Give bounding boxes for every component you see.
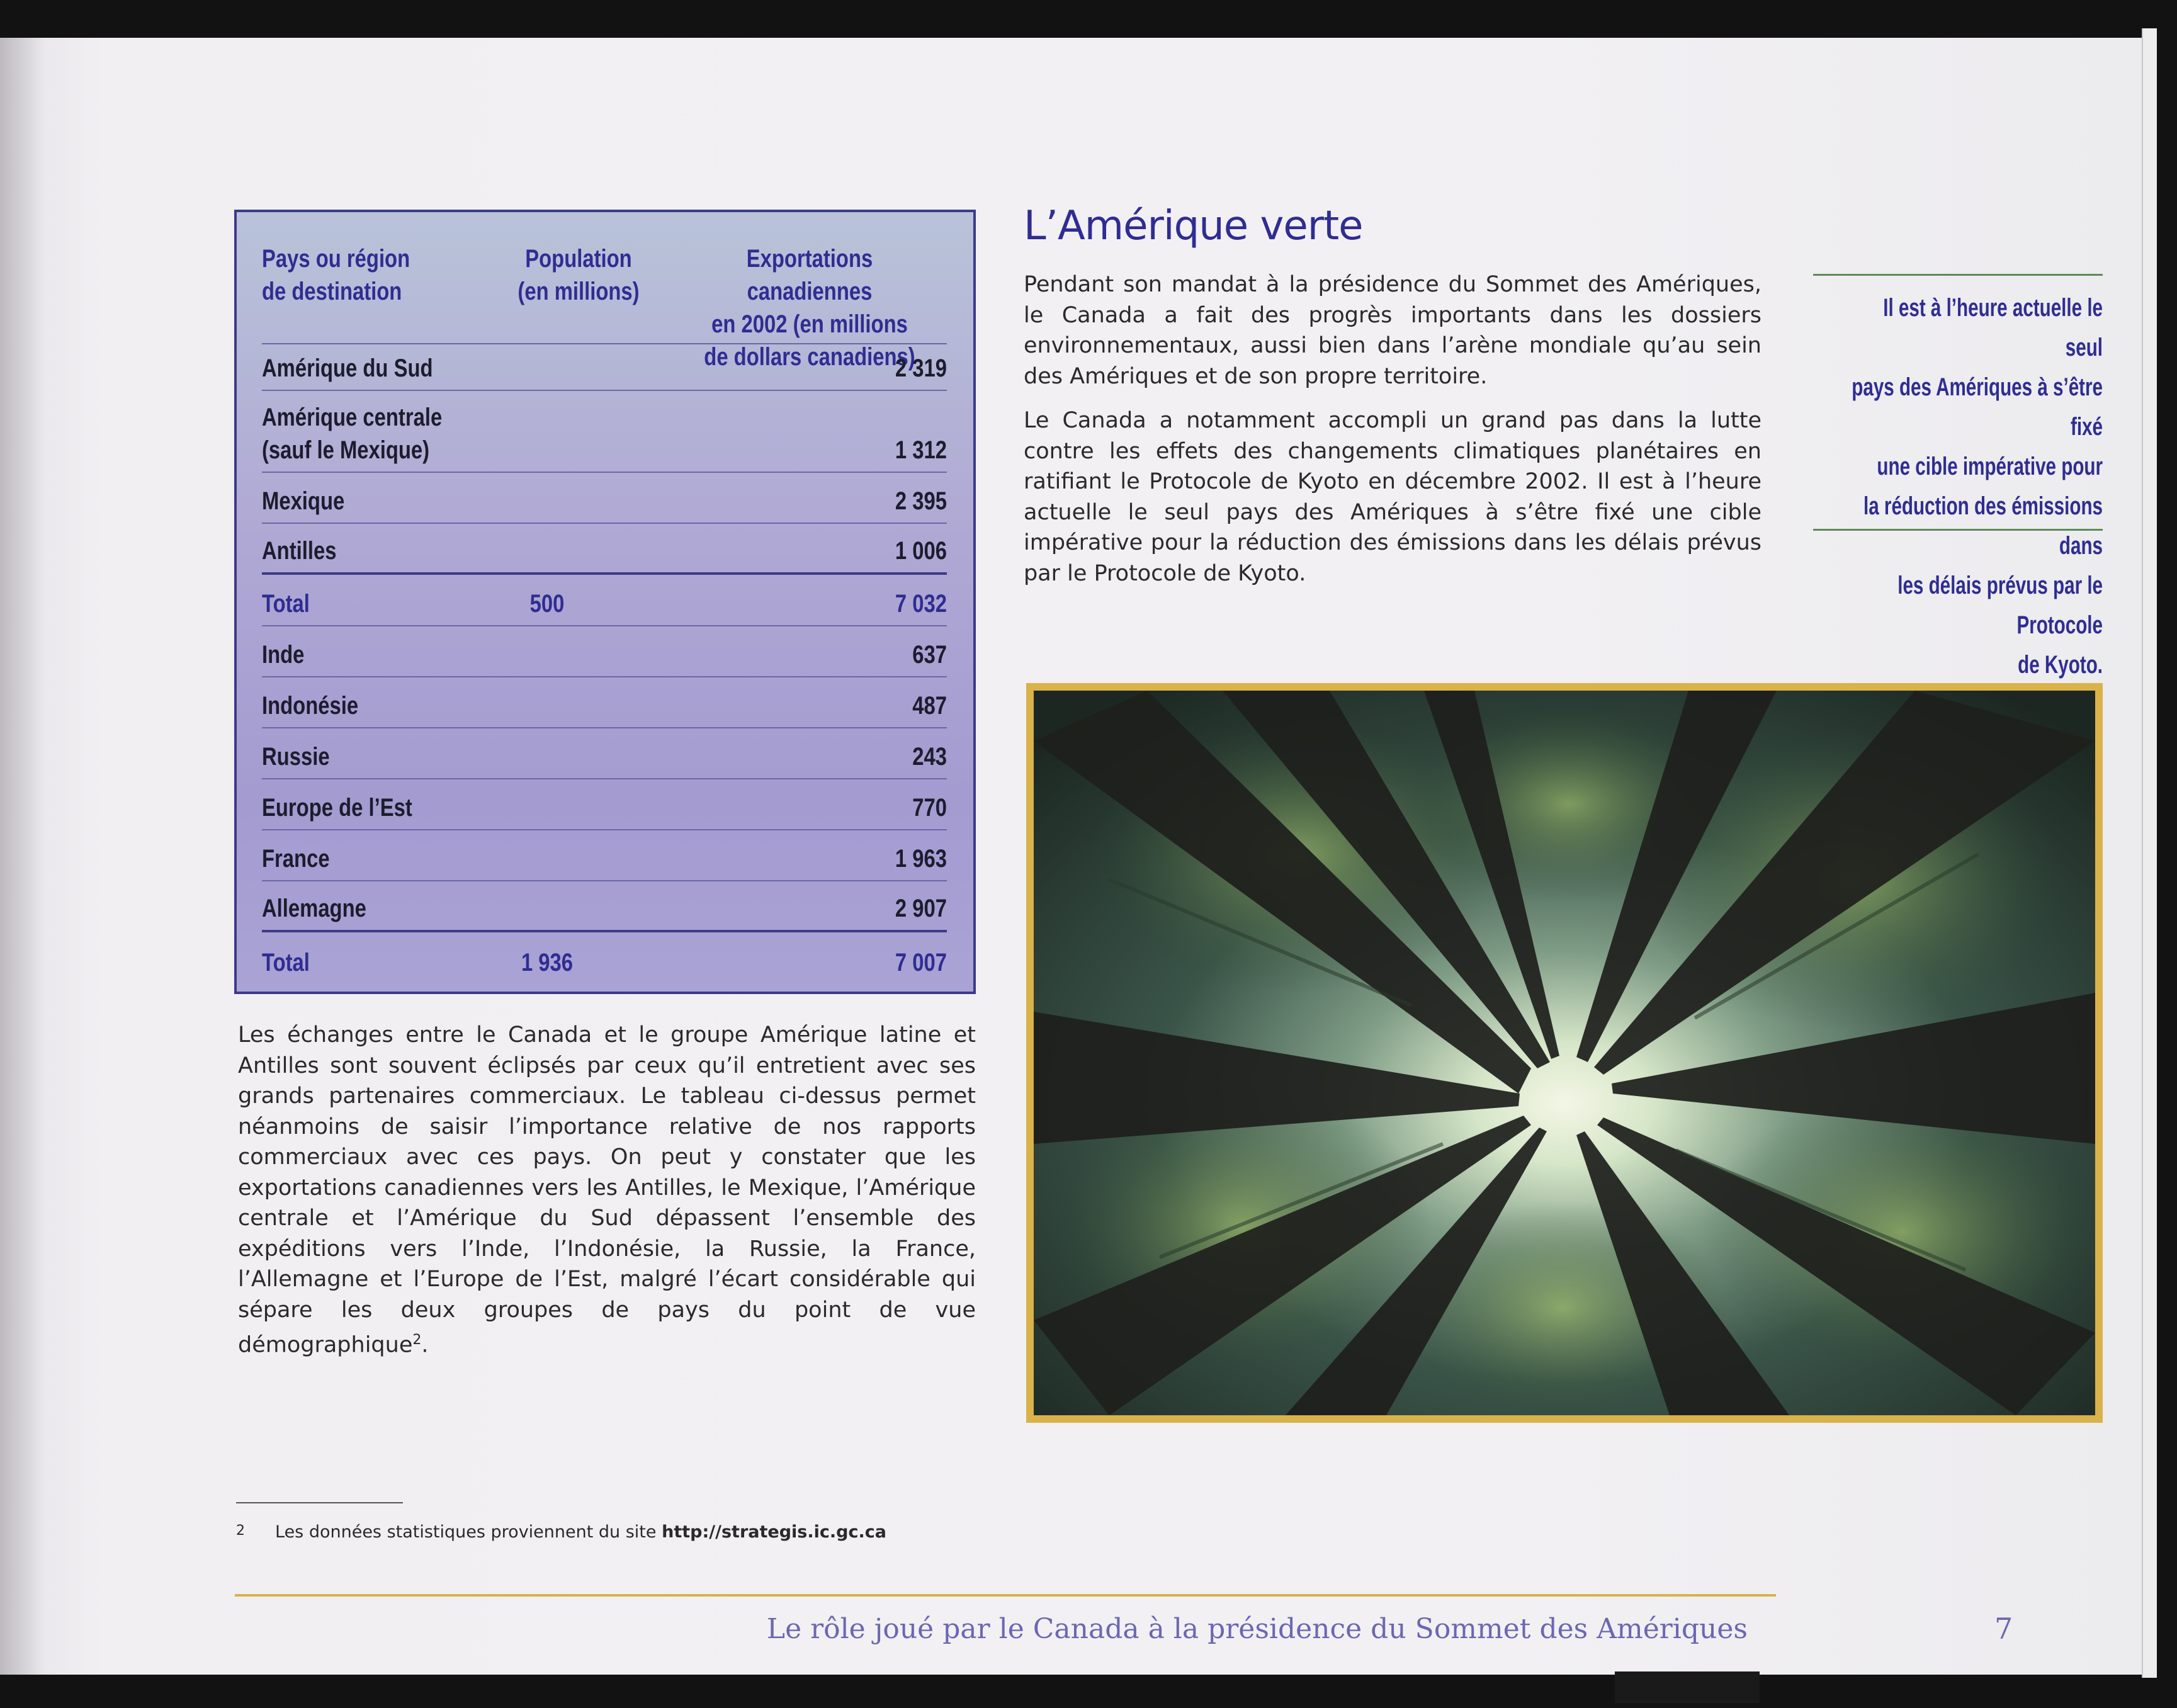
pull-quote: [1813, 274, 2103, 679]
cell-region: Indonésie: [262, 692, 359, 720]
cell-region: Europe de l’Est: [262, 794, 412, 822]
cell-exports: 637: [912, 641, 947, 669]
cell-exports: 1 312: [895, 436, 947, 464]
footer-divider: [235, 1594, 1776, 1597]
table-row: [262, 830, 947, 881]
pull-quote-text: Il est à l’heure actuelle le seul pays des Amériques à s’être fixé une cible impérative pour la réduction des émissions dans les délais prévus par le Protocole de Kyoto.: [1852, 294, 2103, 679]
cell-exports: 487: [912, 692, 947, 720]
table-row: [262, 626, 947, 677]
section-title: L’Amérique verte: [1024, 203, 1363, 249]
cell-exports: 1 963: [895, 845, 947, 873]
section-paragraph-1: Pendant son mandat à la présidence du Sommet des Amériques, le Canada a fait des progrès importants dans les dossiers environnementaux, aussi bien dans l’arène mondiale qu’au sein des Amériques et de son propre territoire.: [1024, 272, 1761, 389]
table-row: [262, 728, 947, 779]
cell-region: Antilles: [262, 537, 337, 565]
cell-exports: 7 007: [895, 949, 947, 976]
cell-region: Allemagne: [262, 895, 366, 922]
table-row: [262, 524, 947, 575]
cell-exports: 243: [912, 743, 947, 771]
trade-paragraph: [238, 1020, 976, 1360]
cell-region: Amérique centrale (sauf le Mexique): [262, 404, 443, 464]
page-number: 7: [1994, 1612, 2013, 1646]
table-row: [262, 677, 947, 728]
document-page: [0, 38, 2147, 1675]
cell-exports: 2 319: [895, 354, 947, 382]
trade-paragraph-text: Les échanges entre le Canada et le groupe Amérique latine et Antilles sont souvent éclipsés par ceux qu’il entretient avec ses grands partenaires commerciaux. Le tableau ci-dessus permet néanmoins de saisir l’importance relative de nos rapports commerciaux avec ces pays. On peut y constater que les exportations canadiennes vers les Antilles, le Mexique, l’Amérique centrale et l’Amérique du Sud dépassent l’ensemble des expéditions vers l’Inde, l’Indonésie, la Russie, la France, l’Allemagne et l’Europe de l’Est, malgré l’écart considérable qui sépare les deux groupes de pays du point de vue démographique: [238, 1022, 976, 1358]
running-footer-title: Le rôle joué par le Canada à la présidence du Sommet des Amériques: [766, 1613, 1748, 1645]
footnote-reference: 2: [412, 1332, 422, 1348]
footnote: [236, 1522, 886, 1542]
header-population: Population (en millions): [517, 245, 640, 305]
cell-region: Amérique du Sud: [262, 354, 433, 382]
cell-exports: 7 032: [895, 590, 947, 618]
exports-table: [234, 210, 976, 994]
cell-exports: 1 006: [895, 537, 947, 565]
header-exports: Exportations canadiennes en 2002 (en millions de dollars canadiens): [704, 245, 915, 371]
table-row: [262, 881, 947, 932]
cell-region: Inde: [262, 641, 305, 669]
cell-region: Mexique: [262, 487, 345, 515]
cell-region: France: [262, 845, 330, 873]
footnote-number: 2: [236, 1523, 245, 1539]
header-destination: Pays ou région de destination: [262, 245, 410, 305]
table-row: [262, 391, 947, 473]
table-row: [262, 779, 947, 830]
cell-exports: 2 907: [895, 895, 947, 922]
footnote-text: Les données statistiques proviennent du site: [275, 1522, 662, 1542]
table-total-row: [262, 575, 947, 626]
forest-canopy-photo: [1026, 683, 2103, 1423]
footnote-url: http://strategis.ic.gc.ca: [662, 1522, 886, 1542]
cell-population: 500: [529, 590, 565, 618]
table-total-row: [262, 932, 947, 984]
page-edge: [2142, 28, 2157, 1678]
cell-exports: 2 395: [895, 487, 947, 515]
forest-canopy-image: [1034, 691, 2095, 1415]
table-row: [262, 473, 947, 524]
cell-region: Total: [262, 590, 310, 618]
cell-population: 1 936: [521, 949, 574, 976]
book-spine-shadow: [0, 38, 44, 1675]
trade-paragraph-end: .: [421, 1332, 429, 1358]
cell-region: Russie: [262, 743, 330, 771]
binding-tab: [1615, 1671, 1760, 1703]
cell-region: Total: [262, 949, 310, 976]
section-paragraph-2: Le Canada a notamment accompli un grand pas dans la lutte contre les effets des changements climatiques planétaires en ratifiant le Protocole de Kyoto en décembre 2002. Il est à l’heure actuelle le seul pays des Amériques à s’être fixé une cible impérative pour la réduction des émissions dans les délais prévus par le Protocole de Kyoto.: [1024, 408, 1761, 586]
table-row: [262, 344, 947, 391]
footnote-divider: [236, 1502, 403, 1503]
cell-exports: 770: [912, 794, 947, 822]
